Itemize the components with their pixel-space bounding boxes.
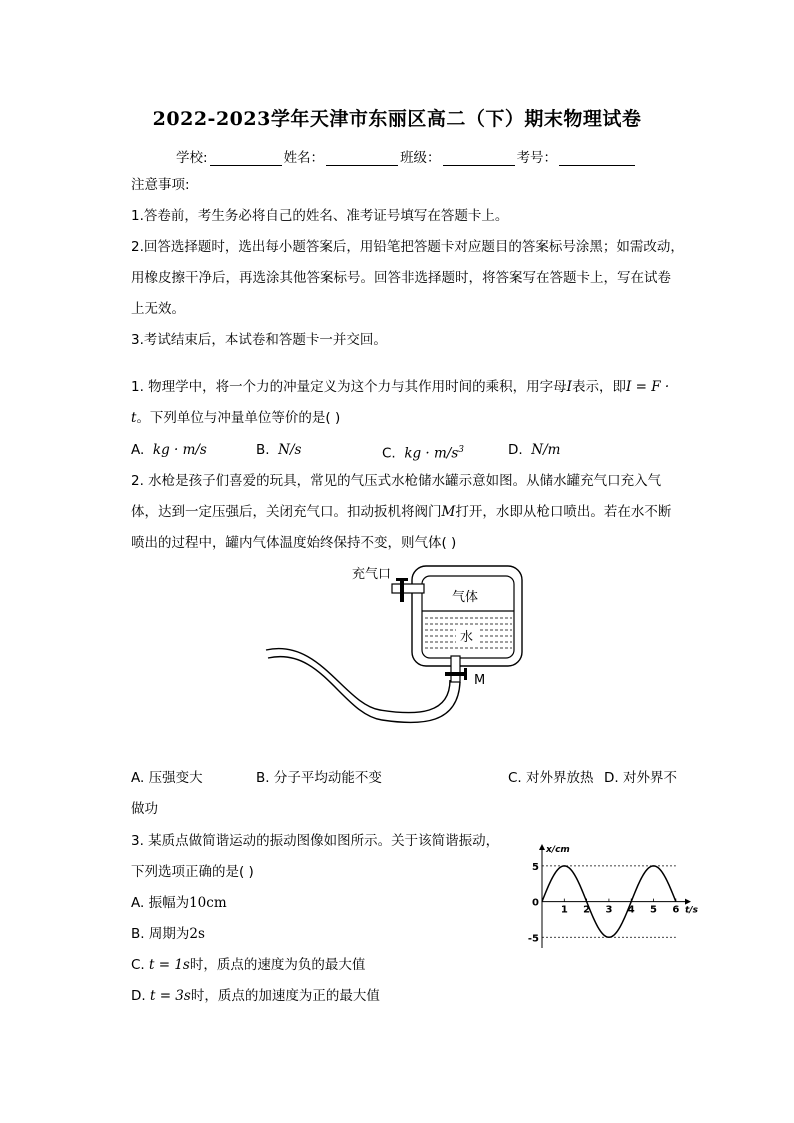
q3-option-c-value: t = 1s <box>149 957 190 973</box>
q1-stem-text-3: 。下列单位与冲量单位等价的是( ) <box>136 410 341 426</box>
q3-stem-line-1: 3. 某质点做简谐运动的振动图像如图所示。关于该简谐振动， <box>131 833 500 849</box>
q2-var-m: M <box>441 504 456 520</box>
shm-chart <box>520 834 700 954</box>
gas-label: 气体 <box>452 590 479 605</box>
q3-option-c[interactable] <box>131 956 365 974</box>
valve-m <box>445 672 467 676</box>
class-blank[interactable] <box>443 151 515 166</box>
q1-formula: I = F · <box>626 379 670 395</box>
q1-stem-line-1 <box>131 378 669 396</box>
name-label: 姓名： <box>283 150 325 166</box>
x-tick-label-3: 3 <box>605 904 613 916</box>
q3-option-a-value: 10cm <box>189 895 227 911</box>
water-gun-diagram <box>262 556 542 748</box>
notice-heading: 注意事项: <box>131 177 190 193</box>
q1-option-a-label: A. <box>131 442 145 458</box>
x-axis-arrow <box>685 899 691 905</box>
exam-no-blank[interactable] <box>559 151 635 166</box>
page-title: 2022-2023学年天津市东丽区高二（下）期末物理试卷 <box>152 108 642 130</box>
q2-option-b[interactable]: B. 分子平均动能不变 <box>256 770 382 786</box>
q2-stem-text-2: 打开，水即从枪口喷出。若在水不断 <box>455 504 672 520</box>
q3-option-c-text: 时，质点的速度为负的最大值 <box>189 957 366 973</box>
q3-option-b-label: B. 周期为 <box>131 926 190 942</box>
q2-stem-line-2 <box>131 503 671 521</box>
y-tick-label-0: 0 <box>532 897 539 909</box>
notice-item-2-line-3: 上无效。 <box>131 301 185 317</box>
inlet-label: 充气口 <box>352 567 392 582</box>
valve-m-handle <box>464 668 467 680</box>
x-axis-label: t/s <box>685 905 698 916</box>
q1-option-a[interactable] <box>131 441 207 459</box>
outlet-pipe <box>451 656 460 682</box>
notice-item-3: 3.考试结束后，本试卷和答题卡一并交回。 <box>131 332 387 348</box>
q1-option-c-value: kg · m/s <box>404 445 459 462</box>
exam-no-label: 考号： <box>516 150 558 166</box>
notice-item-1: 1.答卷前，考生务必将自己的姓名、准考证号填写在答题卡上。 <box>131 208 509 224</box>
q1-stem-text-2: 表示，即 <box>572 379 627 395</box>
q3-option-a[interactable] <box>131 894 227 912</box>
q1-stem-text: 1. 物理学中，将一个力的冲量定义为这个力与其作用时间的乘积，用字母 <box>131 379 567 395</box>
inlet-valve <box>400 578 404 602</box>
q3-option-d-label: D. <box>131 988 150 1004</box>
q1-option-c[interactable] <box>382 441 464 463</box>
x-tick-label-1: 1 <box>560 904 568 916</box>
notice-item-2-line-2: 用橡皮擦干净后，再选涂其他答案标号。回答非选择题时，将答案写在答题卡上，写在试卷 <box>131 270 671 286</box>
q2-stem-line-1: 2. 水枪是孩子们喜爱的玩具，常见的气压式水枪储水罐示意如图。从储水罐充气口充入气 <box>131 473 662 489</box>
school-label: 学校: <box>176 150 208 166</box>
q1-option-d[interactable] <box>508 441 560 459</box>
q3-option-d-text: 时，质点的加速度为正的最大值 <box>190 988 380 1004</box>
y-axis-label: x/cm <box>546 845 570 855</box>
q3-option-b[interactable] <box>131 925 205 943</box>
q1-var-i: I <box>566 379 573 395</box>
q1-stem-line-2 <box>131 409 340 427</box>
notice-item-2-line-1: 2.回答选择题时，选出每小题答案后，用铅笔把答题卡对应题目的答案标号涂黑；如需改动， <box>131 239 684 255</box>
q3-option-b-value: 2s <box>189 926 205 942</box>
q1-option-b-value: N/s <box>278 442 302 458</box>
q2-stem-line-3: 喷出的过程中，罐内气体温度始终保持不变，则气体( ) <box>131 535 457 551</box>
q3-option-a-label: A. 振幅为 <box>131 895 190 911</box>
x-tick-label-2: 2 <box>583 904 591 916</box>
name-blank[interactable] <box>326 151 398 166</box>
q1-option-b-label: B. <box>256 442 270 458</box>
inlet-pipe <box>392 584 424 593</box>
q2-option-c[interactable]: C. 对外界放热 <box>508 770 594 786</box>
y-tick-label-5: 5 <box>532 861 539 873</box>
q3-option-c-label: C. <box>131 957 150 973</box>
q1-option-d-value: N/m <box>531 442 561 458</box>
q1-option-c-exponent: 3 <box>458 445 465 455</box>
school-blank[interactable] <box>210 151 282 166</box>
q2-option-d-continued: 做功 <box>131 801 158 817</box>
x-tick-label-4: 4 <box>627 904 635 916</box>
x-tick-label-6: 6 <box>672 904 680 916</box>
valve-label: M <box>474 673 486 688</box>
q1-option-d-label: D. <box>508 442 523 458</box>
y-tick-label-neg5: -5 <box>527 933 539 945</box>
q1-var-t: t <box>131 410 137 426</box>
q3-option-d[interactable] <box>131 987 380 1005</box>
q3-stem-line-2: 下列选项正确的是( ) <box>131 864 254 880</box>
q3-option-d-value: t = 3s <box>149 988 191 1004</box>
y-axis-arrow <box>539 844 545 850</box>
q2-option-d[interactable]: D. 对外界不 <box>604 770 677 786</box>
class-label: 班级： <box>400 150 441 166</box>
x-tick-label-5: 5 <box>650 904 658 916</box>
water-label: 水 <box>460 630 474 645</box>
q1-option-c-label: C. <box>382 445 396 462</box>
q1-option-a-value: kg · m/s <box>152 442 207 458</box>
student-info-row <box>176 146 637 166</box>
inlet-valve-handle <box>396 578 408 581</box>
q2-stem-text: 体，达到一定压强后，关闭充气口。扣动扳机将阀门 <box>131 504 442 520</box>
q2-option-a[interactable]: A. 压强变大 <box>131 770 203 786</box>
tank-inner-wall <box>422 576 514 658</box>
q1-option-b[interactable] <box>256 441 301 459</box>
